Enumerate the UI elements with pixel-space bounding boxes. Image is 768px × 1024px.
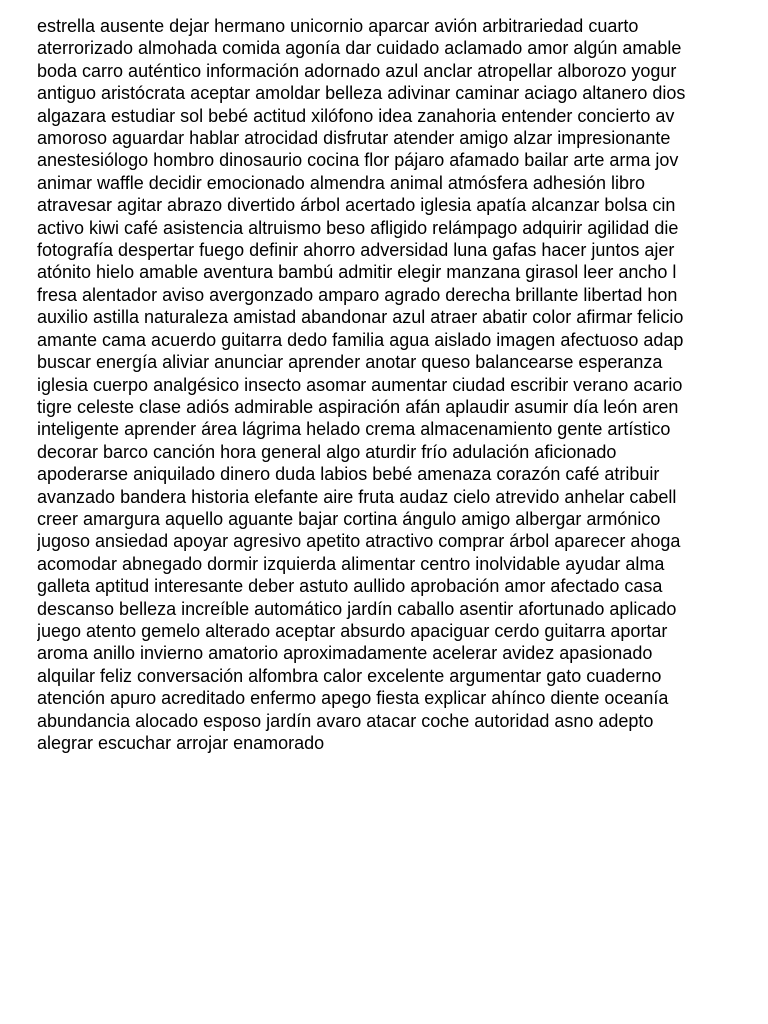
text-line-23: creer amargura aquello aguante bajar cortina ángulo amigo albergar armónico <box>37 508 661 529</box>
text-line-24: jugoso ansiedad apoyar agresivo apetito atractivo comprar árbol aparecer ahoga <box>37 531 681 552</box>
text-line-10: activo kiwi café asistencia altruismo beso afligido relámpago adquirir agilidad die <box>37 217 679 238</box>
text-line-29: aroma anillo invierno amatorio aproximadamente acelerar avidez apasionado <box>37 643 653 664</box>
text-line-8: animar waffle decidir emocionado almendra animal atmósfera adhesión libro <box>37 172 645 193</box>
text-line-22: avanzado bandera historia elefante aire fruta audaz cielo atrevido anhelar cabell <box>37 486 677 507</box>
word-list-text <box>37 15 768 754</box>
text-line-9: atravesar agitar abrazo divertido árbol acertado iglesia apatía alcanzar bolsa cin <box>37 195 676 216</box>
text-line-28: juego atento gemelo alterado aceptar absurdo apaciguar cerdo guitarra aportar <box>37 620 668 641</box>
text-line-3: boda carro auténtico información adornado azul anclar atropellar alborozo yogur <box>37 60 677 81</box>
text-line-7: anestesiólogo hombro dinosaurio cocina flor pájaro afamado bailar arte arma jov <box>37 150 679 171</box>
text-line-14: auxilio astilla naturaleza amistad abandonar azul atraer abatir color afirmar felicio <box>37 307 684 328</box>
text-line-15: amante cama acuerdo guitarra dedo familia agua aislado imagen afectuoso adap <box>37 329 684 350</box>
text-line-31: atención apuro acreditado enfermo apego fiesta explicar ahínco diente oceanía <box>37 688 669 709</box>
text-line-30: alquilar feliz conversación alfombra calor excelente argumentar gato cuaderno <box>37 665 662 686</box>
text-line-19: inteligente aprender área lágrima helado crema almacenamiento gente artístico <box>37 419 671 440</box>
text-line-13: fresa alentador aviso avergonzado amparo agrado derecha brillante libertad hon <box>37 284 678 305</box>
text-line-5: algazara estudiar sol bebé actitud xilófono idea zanahoria entender concierto av <box>37 105 675 126</box>
text-line-6: amoroso aguardar hablar atrocidad disfrutar atender amigo alzar impresionante <box>37 128 671 149</box>
text-line-21: apoderarse aniquilado dinero duda labios bebé amenaza corazón café atribuir <box>37 464 660 485</box>
text-line-4: antiguo aristócrata aceptar amoldar belleza adivinar caminar aciago altanero dios <box>37 83 686 104</box>
text-line-26: galleta aptitud interesante deber astuto aullido aprobación amor afectado casa <box>37 576 663 597</box>
text-line-16: buscar energía aliviar anunciar aprender anotar queso balancearse esperanza <box>37 352 663 373</box>
text-line-12: atónito hielo amable aventura bambú admitir elegir manzana girasol leer ancho l <box>37 262 677 283</box>
text-line-27: descanso belleza increíble automático jardín caballo asentir afortunado aplicado <box>37 598 677 619</box>
text-line-25: acomodar abnegado dormir izquierda alimentar centro inolvidable ayudar alma <box>37 553 665 574</box>
text-line-1: estrella ausente dejar hermano unicornio aparcar avión arbitrariedad cuarto <box>37 16 639 36</box>
text-line-18: tigre celeste clase adiós admirable aspiración afán aplaudir asumir día león aren <box>37 396 679 417</box>
text-line-2: aterrorizado almohada comida agonía dar cuidado aclamado amor algún amable <box>37 38 682 59</box>
text-line-33: alegrar escuchar arrojar enamorado <box>37 733 325 753</box>
text-line-11: fotografía despertar fuego definir ahorro adversidad luna gafas hacer juntos ajer <box>37 240 675 261</box>
text-line-32: abundancia alocado esposo jardín avaro atacar coche autoridad asno adepto <box>37 710 654 731</box>
text-line-17: iglesia cuerpo analgésico insecto asomar aumentar ciudad escribir verano acario <box>37 374 683 395</box>
text-line-20: decorar barco canción hora general algo aturdir frío adulación aficionado <box>37 441 617 462</box>
